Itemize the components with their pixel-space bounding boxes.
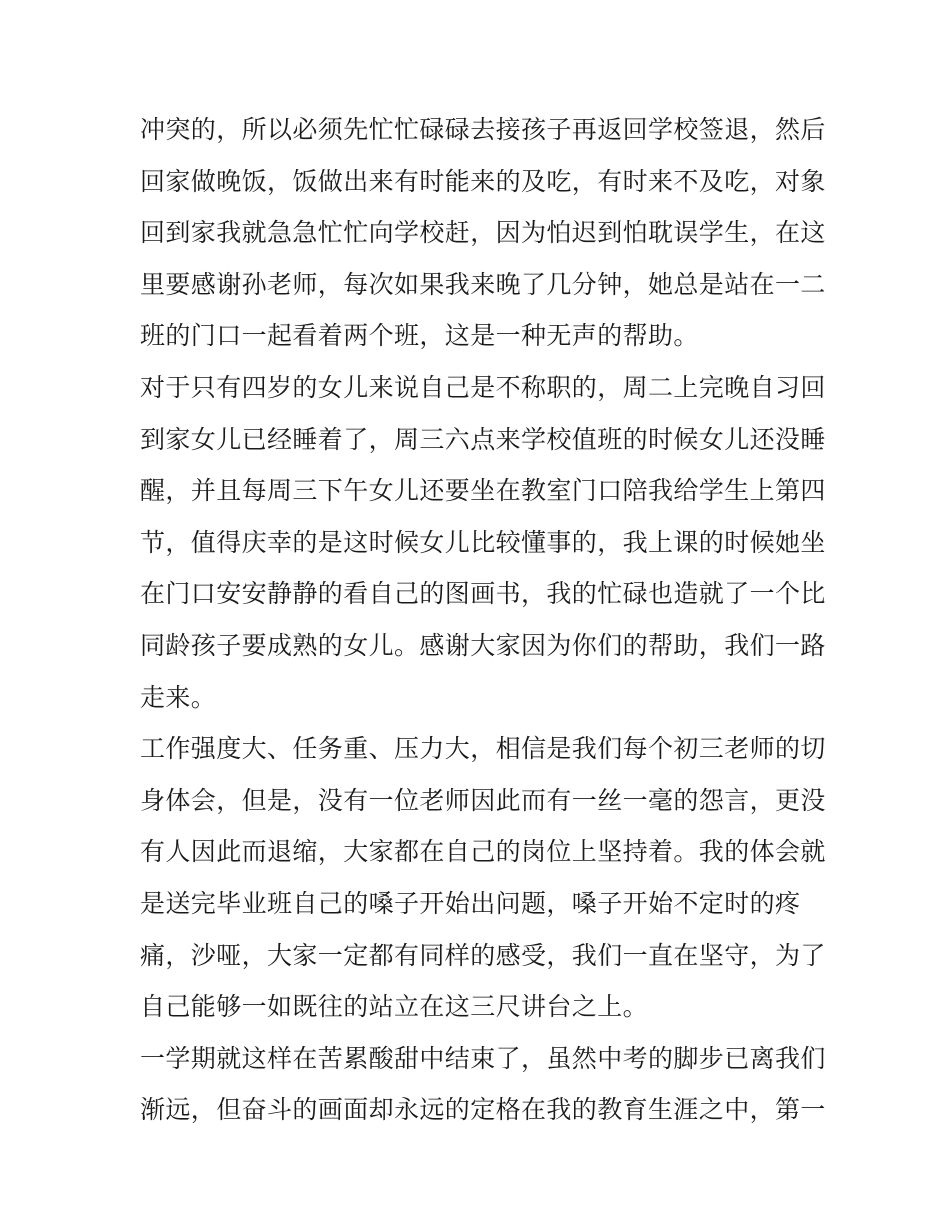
- text-line: 到家女儿已经睡着了，周三六点来学校值班的时候女儿还没睡: [140, 424, 826, 454]
- text-line: 在门口安安静静的看自己的图画书，我的忙碌也造就了一个比: [140, 579, 826, 609]
- text-line: 是送完毕业班自己的嗓子开始出问题，嗓子开始不定时的疼: [140, 888, 801, 918]
- text-line: 冲突的，所以必须先忙忙碌碌去接孩子再返回学校签退，然后: [140, 115, 826, 144]
- text-line: 工作强度大、任务重、压力大，相信是我们每个初三老师的切: [140, 734, 826, 764]
- text-line: 一学期就这样在苦累酸甜中结束了，虽然中考的脚步已离我们: [140, 1043, 826, 1073]
- text-line: 身体会，但是，没有一位老师因此而有一丝一毫的怨言，更没: [140, 785, 826, 815]
- text-line: 节，值得庆幸的是这时候女儿比较懂事的，我上课的时候她坐: [140, 527, 826, 557]
- text-line: 醒，并且每周三下午女儿还要坐在教室门口陪我给学生上第四: [140, 476, 826, 506]
- paragraph-4: [140, 1033, 826, 1136]
- text-line: 同龄孩子要成熟的女儿。感谢大家因为你们的帮助，我们一路: [140, 630, 826, 660]
- text-line: 痛，沙哑，大家一定都有同样的感受，我们一直在坚守，为了: [140, 940, 826, 970]
- paragraph-1: [140, 104, 826, 362]
- text-line: 自己能够一如既往的站立在这三尺讲台之上。: [140, 992, 649, 1022]
- text-line: 班的门口一起看着两个班，这是一种无声的帮助。: [140, 321, 699, 351]
- text-line: 有人因此而退缩，大家都在自己的岗位上坚持着。我的体会就: [140, 837, 826, 867]
- paragraph-3: [140, 723, 826, 1033]
- text-line: 走来。: [140, 682, 217, 712]
- document-body: [140, 104, 826, 1136]
- text-line: 对于只有四岁的女儿来说自己是不称职的，周二上完晚自习回: [140, 372, 826, 402]
- text-line: 渐远，但奋斗的画面却永远的定格在我的教育生涯之中，第一: [140, 1095, 826, 1125]
- text-line: 里要感谢孙老师，每次如果我来晚了几分钟，她总是站在一二: [140, 269, 826, 299]
- text-line: 回到家我就急急忙忙向学校赶，因为怕迟到怕耽误学生，在这: [140, 218, 826, 248]
- text-line: 回家做晚饭，饭做出来有时能来的及吃，有时来不及吃，对象: [140, 166, 826, 196]
- paragraph-2: [140, 362, 826, 723]
